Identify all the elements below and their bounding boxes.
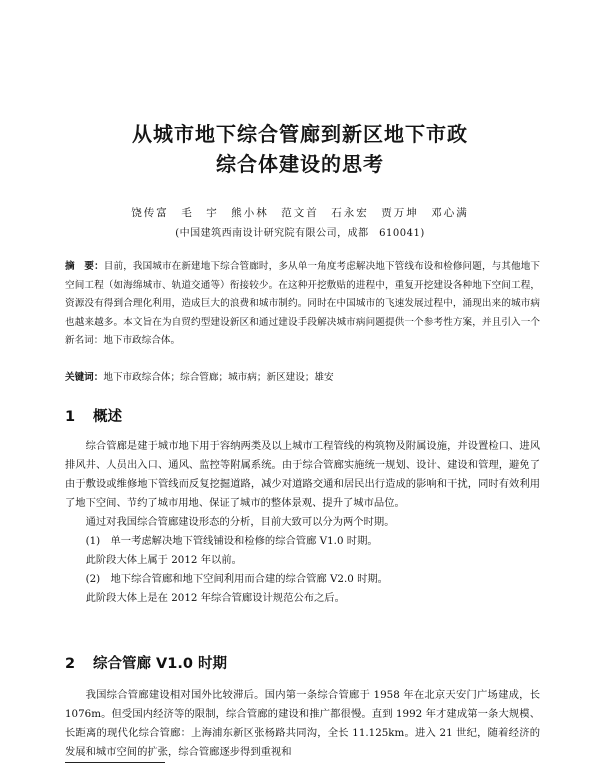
section-1-body — [65, 437, 540, 608]
section-2-title: 综合管廊 V1.0 时期 — [93, 656, 228, 672]
keywords-text: 地下市政综合体；综合管廊；城市病；新区建设；雄安 — [103, 372, 334, 383]
section-1-list-item: (1) 单一考虑解决地下管线铺设和检修的综合管廊 V1.0 时期。 — [85, 535, 378, 547]
keywords — [65, 370, 540, 386]
paper-title-line2: 综合体建设的思考 — [216, 152, 384, 176]
paper-title-line1: 从城市地下综合管廊到新区地下市政 — [132, 122, 468, 146]
section-1-list-item: 此阶段大体上是在 2012 年综合管廊设计规范公布之后。 — [85, 592, 345, 604]
abstract-label: 摘 要： — [65, 261, 104, 272]
section-1-list-item: (2) 地下综合管廊和地下空间利用而合建的综合管廊 V2.0 时期。 — [85, 573, 388, 585]
abstract — [65, 258, 540, 351]
section-1-list-item: 此阶段大体上属于 2012 年以前。 — [85, 554, 242, 566]
section-1-heading — [65, 405, 122, 426]
abstract-text: 目前，我国城市在新建地下综合管廊时，多从单一角度考虑解决地下管线布设和检修问题，与其他地下空间工程（如海绵城市、轨道交通等）衔接较少。在这种开挖敷贴的进程中，重复开挖建设各种地下空间工程，资源没有得到合理化利用，造成巨大的浪费和城市制约。同时在中国城市的飞速发展过程中，涌现出来的城市病也越来越多。本文旨在为自贸约型建设新区和通过建设手段解决城市病问题提供一个参考性方案，并且引入一个新名词：地下市政综合体。 — [65, 261, 541, 346]
keywords-label: 关键词： — [65, 372, 104, 383]
footnote-divider — [65, 762, 165, 763]
section-2-body — [65, 686, 540, 762]
section-1-paragraph: 综合管廊是建于城市地下用于容纳两类及以上城市工程管线的构筑物及附属设施，并设置检口、进风排风井、人员出入口、通风、监控等附属系统。由于综合管廊实施统一规划、设计、建设和管理，避免了由于敷设或维修地下管线而反复挖掘道路，减少对道路交通和居民出行造成的影响和干扰，同时有效利用了地下空间、节约了城市用地、保证了城市的整体景观、提升了城市品位。 — [65, 440, 540, 509]
affiliation: (中国建筑西南设计研究院有限公司，成都 610041) — [175, 228, 425, 239]
author-list: 饶传富 毛 宇 熊小林 范文首 石永宏 贾万坤 邓心满 — [131, 207, 469, 219]
section-1-title: 概述 — [93, 409, 122, 425]
section-1-number: 1 — [65, 409, 76, 425]
section-2-number: 2 — [65, 656, 76, 672]
section-1-paragraph: 通过对我国综合管廊建设形态的分析，目前大致可以分为两个时期。 — [85, 516, 395, 528]
section-2-heading — [65, 652, 227, 673]
section-2-paragraph: 我国综合管廊建设相对国外比较滞后。国内第一条综合管廊于 1958 年在北京天安门广场建成，长 1076m。但受国内经济等的限制，综合管廊的建设和推广都很慢。直到 1992 年才建成第一条大规模、长距离的现代化综合管廊：上海浦东新区张杨路共同沟，全长 11.125km。进入 21 世纪，随着经济的发展和城市空间的扩张，综合管廊逐步得到重视和 — [65, 689, 540, 758]
